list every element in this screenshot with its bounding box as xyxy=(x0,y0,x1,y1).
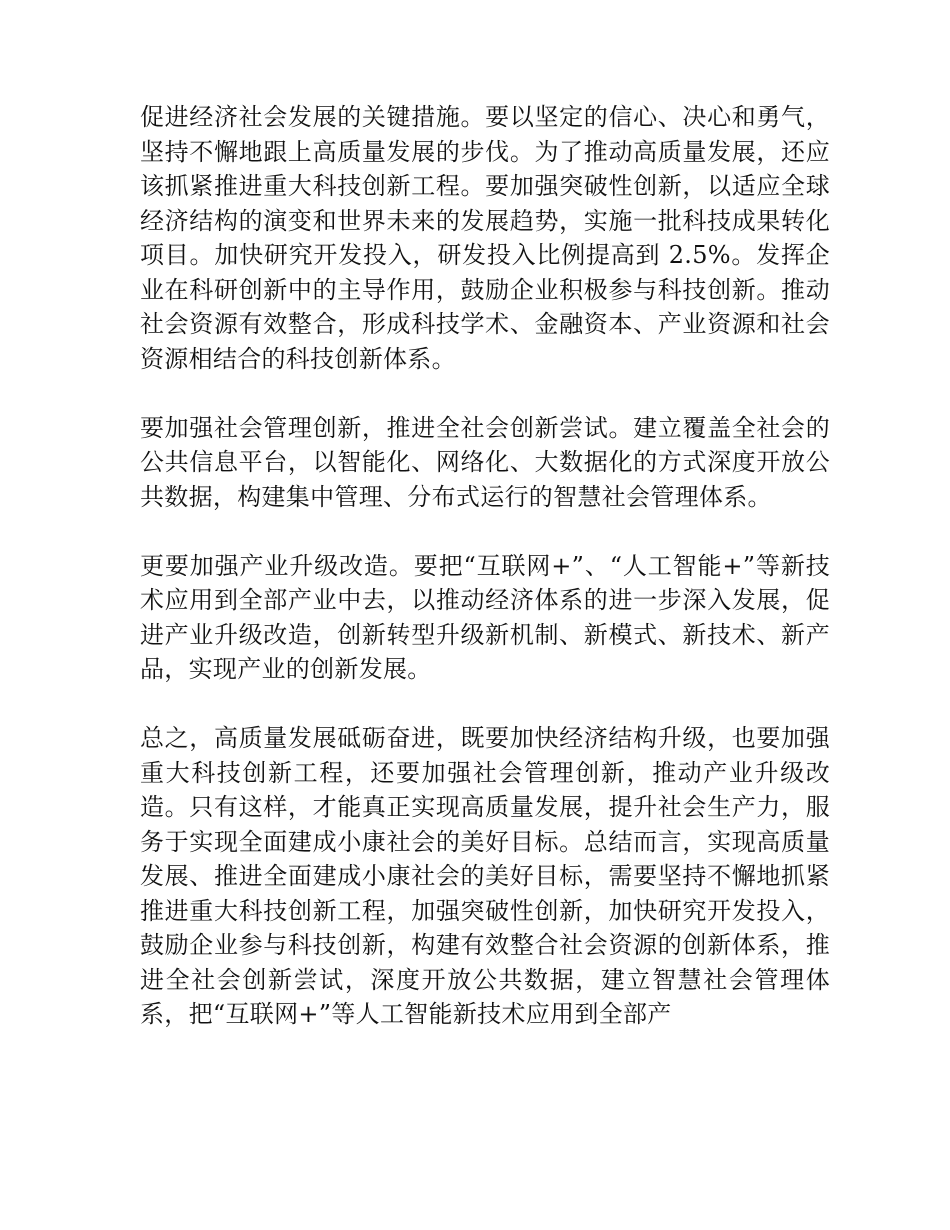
paragraph-3: 更要加强产业升级改造。要把“互联网+”、“人工智能+”等新技术应用到全部产业中去，以推动经济体系的进一步深入发展，促进产业升级改造，创新转型升级新机制、新模式、新技术、新产品，实现产业的创新发展。 xyxy=(140,551,830,683)
paragraph-1: 促进经济社会发展的关键措施。要以坚定的信心、决心和勇气，坚持不懈地跟上高质量发展的步伐。为了推动高质量发展，还应该抓紧推进重大科技创新工程。要加强突破性创新，以适应全球经济结构的演变和世界未来的发展趋势，实施一批科技成果转化项目。加快研究开发投入，研发投入比例提高到 2.5%。发挥企业在科研创新中的主导作用，鼓励企业积极参与科技创新。推动社会资源有效整合，形成科技学术、金融资本、产业资源和社会资源相结合的科技创新体系。 xyxy=(140,103,830,373)
document-page xyxy=(140,100,830,1140)
paragraph-2: 要加强社会管理创新，推进全社会创新尝试。建立覆盖全社会的公共信息平台，以智能化、网络化、大数据化的方式深度开放公共数据，构建集中管理、分布式运行的智慧社会管理体系。 xyxy=(140,413,830,511)
paragraph-4: 总之，高质量发展砥砺奋进，既要加快经济结构升级，也要加强重大科技创新工程，还要加强社会管理创新，推动产业升级改造。只有这样，才能真正实现高质量发展，提升社会生产力，服务于实现全面建成小康社会的美好目标。总结而言，实现高质量发展、推进全面建成小康社会的美好目标，需要坚持不懈地抓紧推进重大科技创新工程，加强突破性创新，加快研究开发投入，鼓励企业参与科技创新，构建有效整合社会资源的创新体系，推进全社会创新尝试，深度开放公共数据，建立智慧社会管理体系，把“互联网+”等人工智能新技术应用到全部产 xyxy=(140,724,830,1028)
